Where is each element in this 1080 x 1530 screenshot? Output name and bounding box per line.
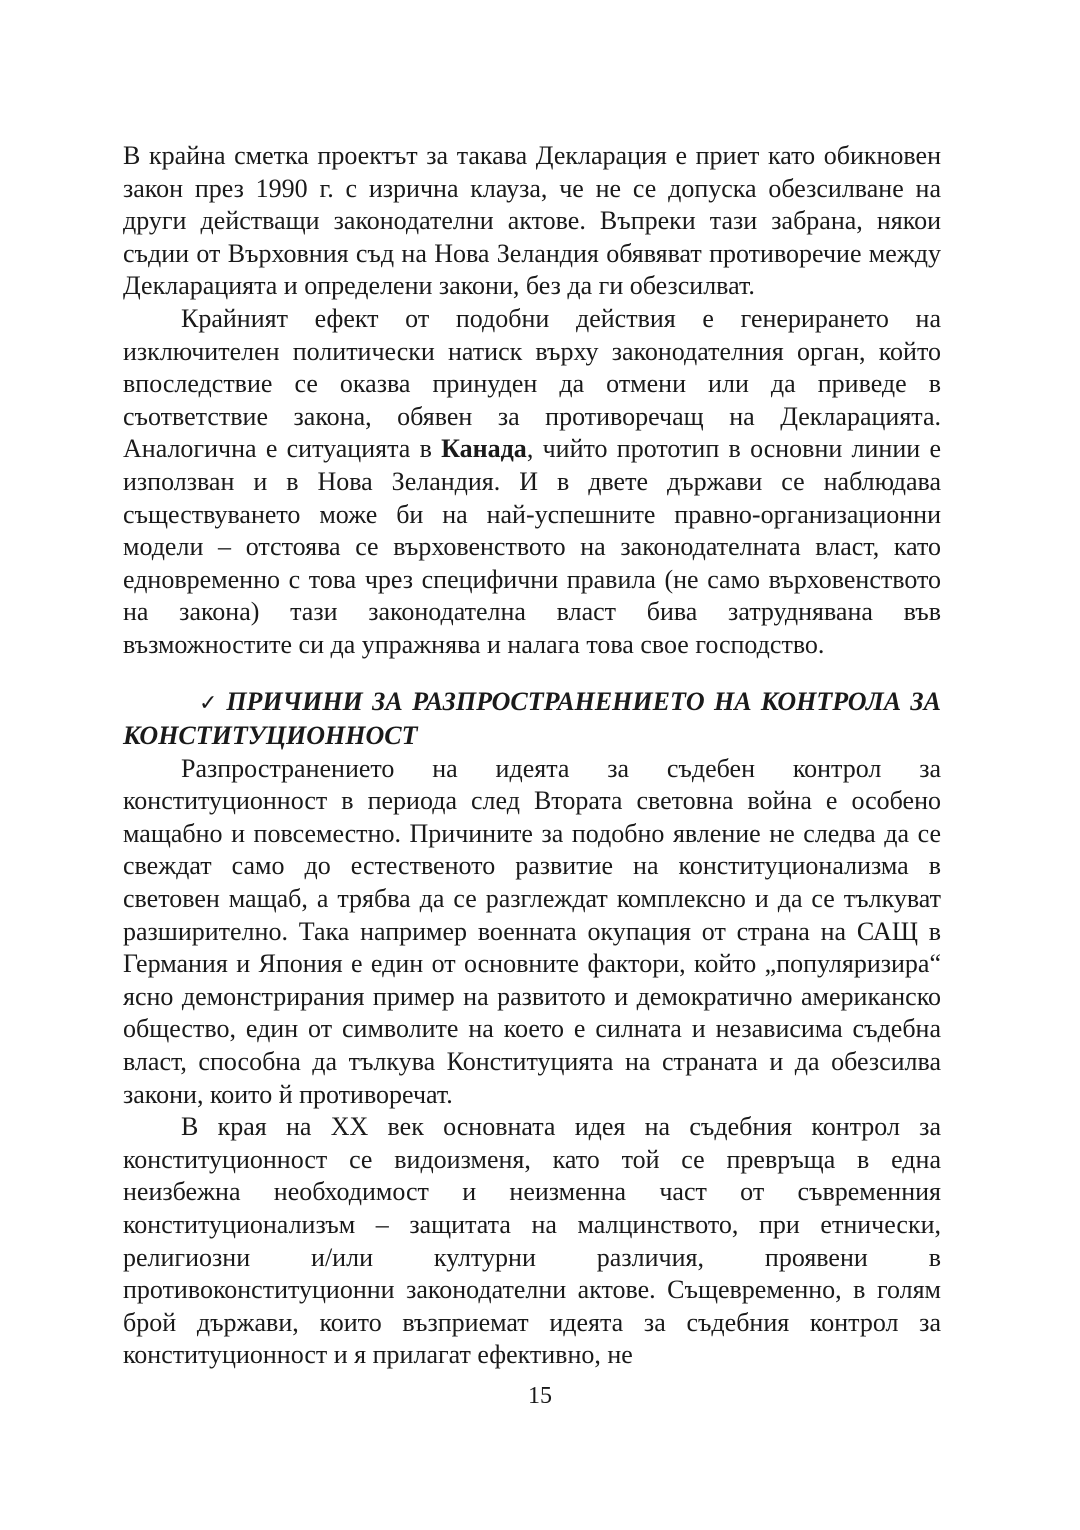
checkmark-icon: ✓ bbox=[199, 690, 221, 716]
paragraph-1: В крайна сметка проектът за такава Декларация е приет като обикновен закон през 1990 г. с изрична клауза, че не се допуска обезсилване на други действащи законодателни актове. Въпреки тази забрана, някои съдии от Върховния съд на Нова Зеландия обявяват противоречие между Декларацията и определени закони, без да ги обезсилват. bbox=[123, 141, 941, 301]
section-heading-text: ПРИЧИНИ ЗА РАЗПРОСТРАНЕНИЕТО НА КОНТРОЛА ЗА КОНСТИТУЦИОННОСТ bbox=[123, 686, 941, 751]
page-number: 15 bbox=[528, 1383, 552, 1409]
paragraph-4: В края на XX век основната идея на съдебния контрол за конституционност се видоизменя, като той се превръща в една неизбежна необходимост и неизменна част от съвременния конституционализъм – защитата на малцинството, при етнически, религиозни и/или културни различия, проявени в противоконституционни законодателни актове. Същевременно, в голям брой държави, които възприемат идеята за съдебния контрол за конституционност и я прилагат ефективно, не bbox=[123, 1112, 941, 1370]
paragraph-2-text-after: , чийто прототип в основни линии е използван и в Нова Зеландия. И в двете държави се наблюдава съществуването може би на най-успешните правно-организационни модели – отстоява се върховенството на законодателната власт, като едновременно с това чрез специфични правила (не само върховенството на закона) тази законодателна власт бива затруднявана във възможностите си да упражнява и налага това свое господство. bbox=[123, 434, 941, 659]
paragraph-3: Разпространението на идеята за съдебен контрол за конституционност в периода след Втората световна война е особено мащабно и повсеместно. Причините за подобно явление не следва да се свеждат само до естественото развитие на конституционализма в световен мащаб, а трябва да се разглеждат комплексно и да се тълкуват разширително. Така например военната окупация от страна на САЩ в Германия и Япония е един от основните фактори, който „популяризира“ ясно демонстрирания пример на развитото и демократично американско общество, един от символите на което е силната и независима съдебна власт, способна да тълкува Конституцията на страната и да обезсилва закони, които й противоречат. bbox=[123, 753, 941, 1109]
text-block bbox=[123, 140, 941, 1372]
paragraph-2 bbox=[123, 303, 941, 662]
paragraph-2-text-before: Крайният ефект от подобни действия е генерирането на изключителен политически натиск върху законодателния орган, който впоследствие се оказва принуден да отмени или да приведе в съответствие закона, обявен за противоречащ на Декларацията. Аналогична е ситуацията в bbox=[123, 303, 941, 464]
section-heading bbox=[123, 686, 941, 753]
paragraph-2-bold-term: Канада bbox=[441, 434, 527, 464]
